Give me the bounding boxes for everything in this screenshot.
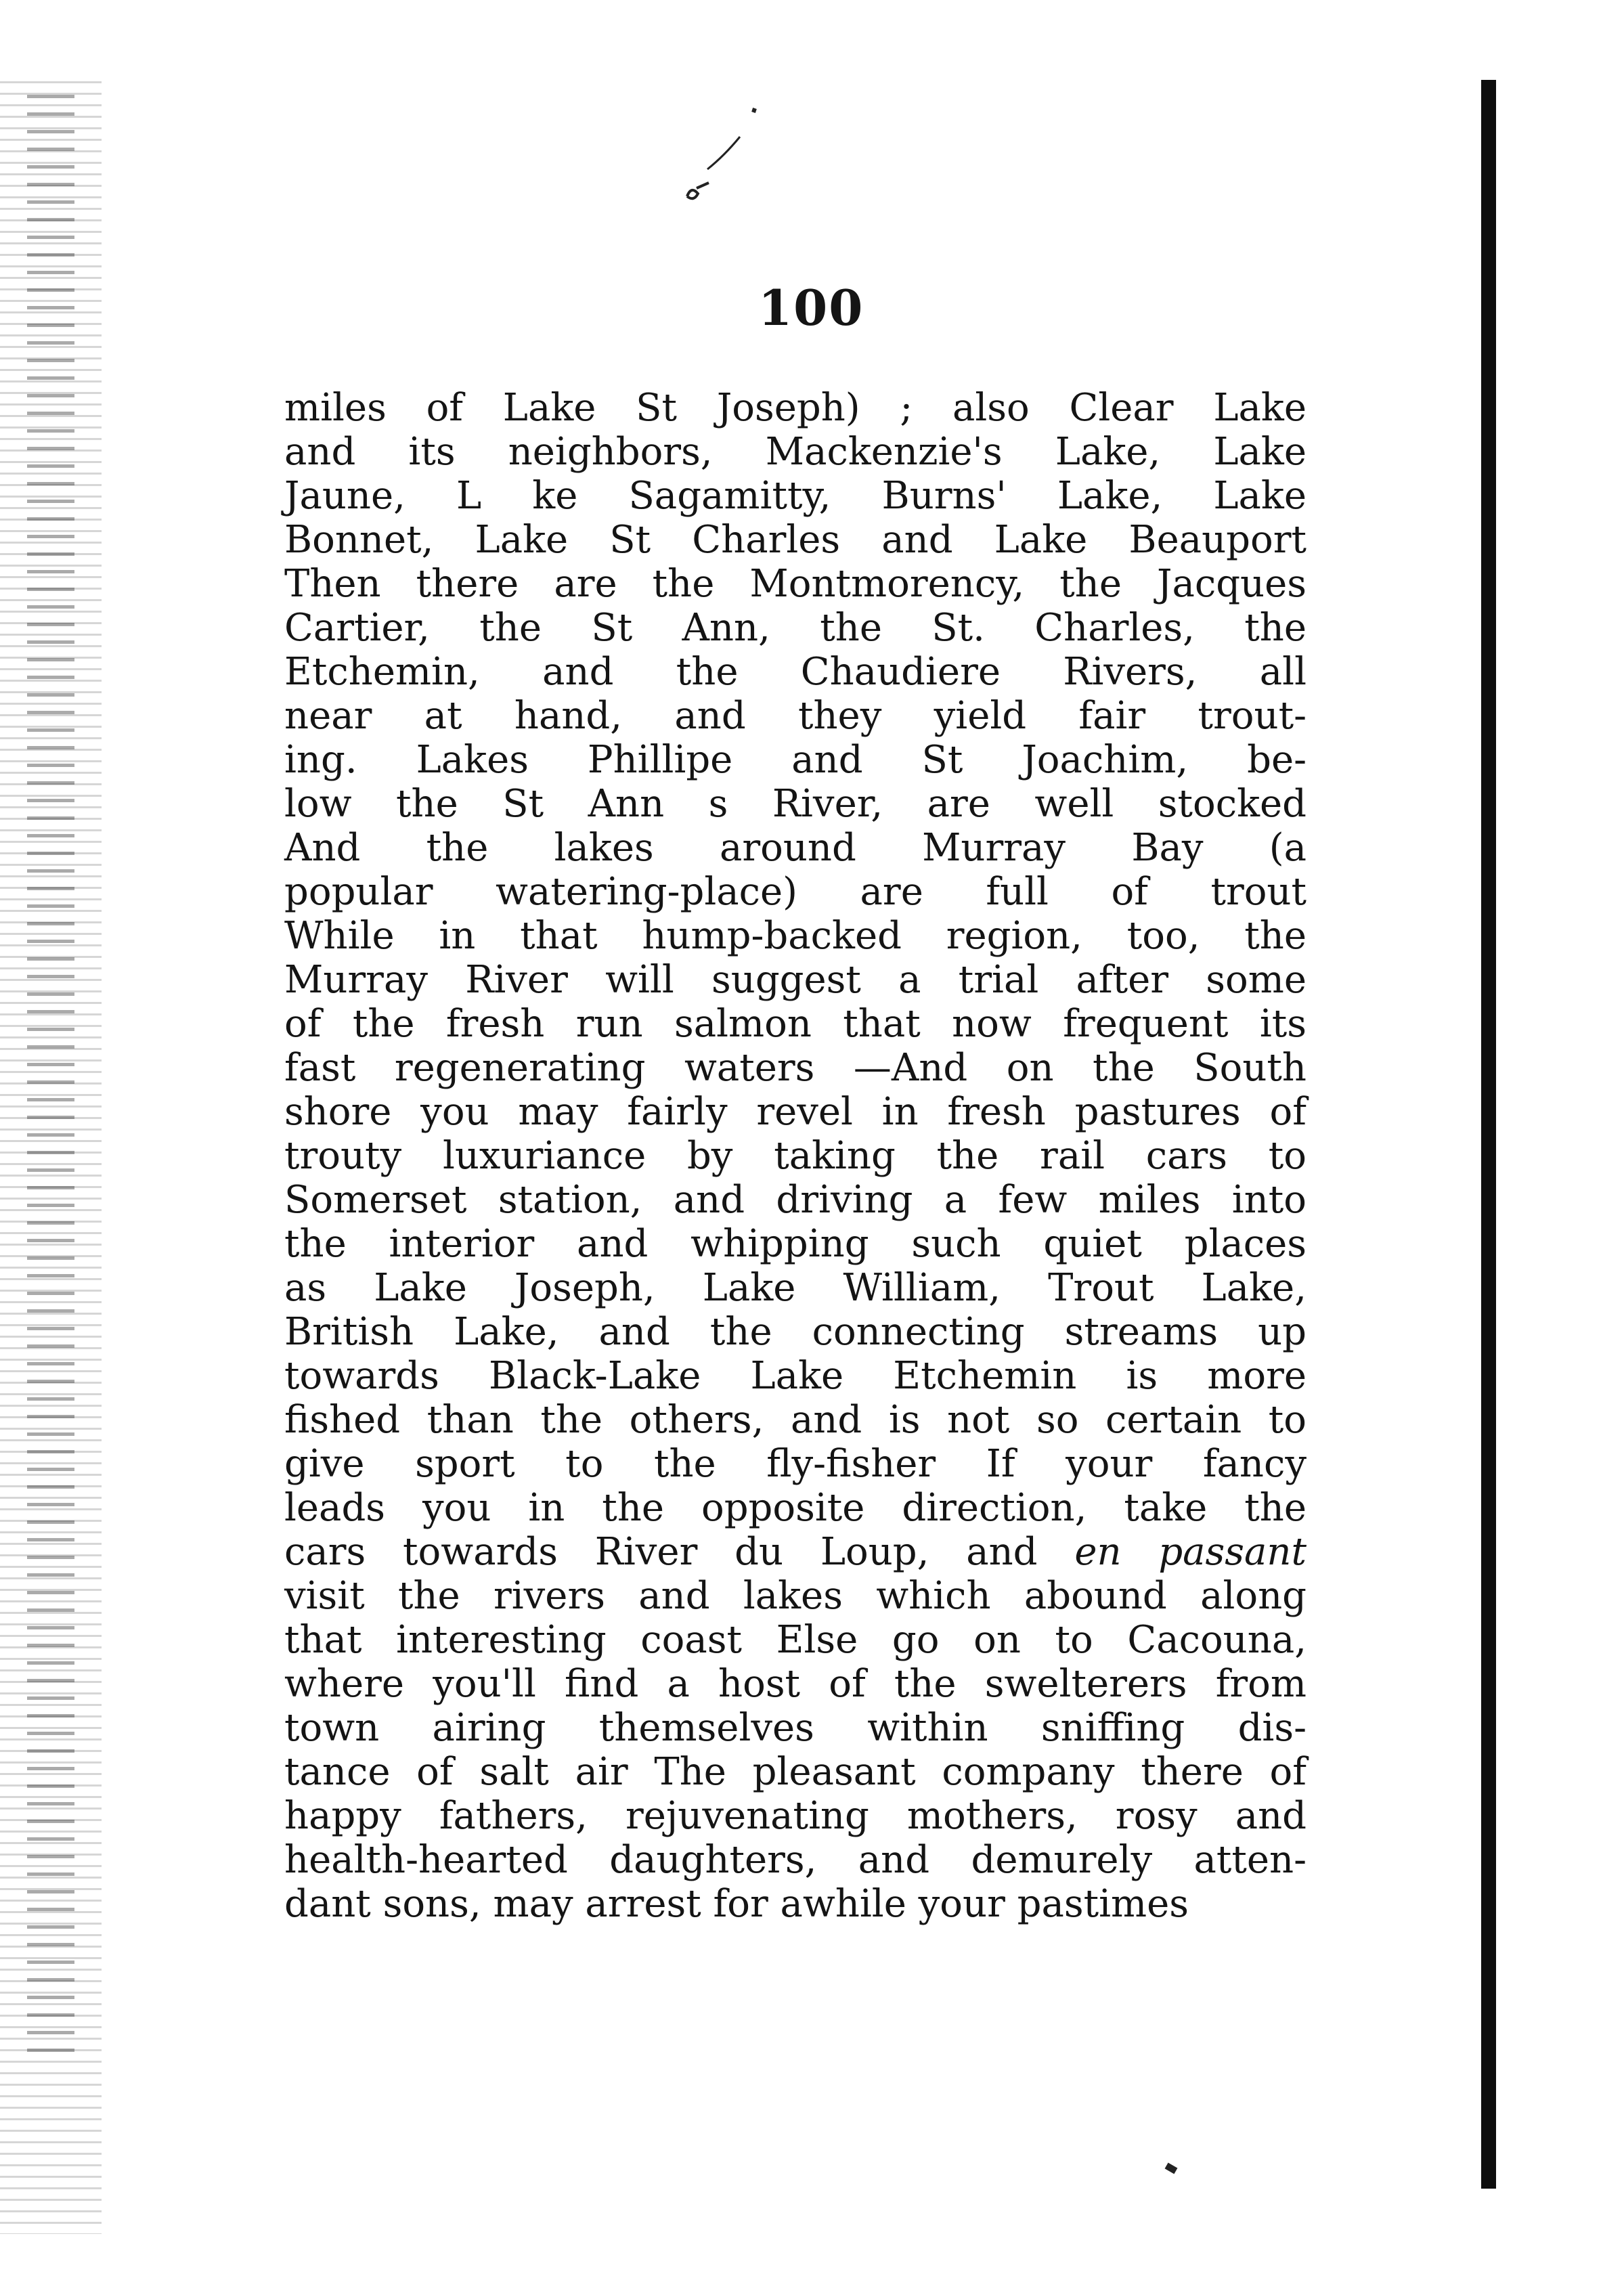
text-line: Somerset station, and driving a few miles into (284, 1178, 1307, 1222)
ink-speck-bottom (1165, 2163, 1178, 2174)
text-line: miles of Lake St Joseph) ; also Clear Lake (284, 386, 1307, 430)
text-line: near at hand, and they yield fair trout- (284, 694, 1307, 738)
text-line: give sport to the fly-fisher If your fancy (284, 1442, 1307, 1486)
page-number: 100 (758, 279, 864, 336)
text-line: dant sons, may arrest for awhile your pastimes (284, 1882, 1189, 1926)
text-line: as Lake Joseph, Lake William, Trout Lake, (284, 1266, 1307, 1310)
text-line: low the St Ann s River, are well stocked (284, 782, 1307, 826)
text-line-segment: cars towards River du Loup, and (284, 1530, 1038, 1574)
text-line: ing. Lakes Phillipe and St Joachim, be- (284, 738, 1307, 782)
text-line: trouty luxuriance by taking the rail cars to (284, 1134, 1307, 1178)
pencil-mark-top (667, 102, 762, 210)
text-line: town airing themselves within sniffing dis- (284, 1706, 1307, 1750)
text-line: visit the rivers and lakes which abound along (284, 1574, 1307, 1618)
text-line: of the fresh run salmon that now frequent its (284, 1002, 1307, 1046)
text-line: where you'll find a host of the swelterers from (284, 1662, 1307, 1706)
text-line: Etchemin, and the Chaudiere Rivers, all (284, 650, 1307, 694)
text-line: Cartier, the St Ann, the St. Charles, the (284, 606, 1307, 650)
text-line: health-hearted daughters, and demurely atten- (284, 1838, 1307, 1882)
italic-phrase: en passant (1074, 1530, 1307, 1574)
body-text (284, 386, 1307, 1926)
text-line: leads you in the opposite direction, take the (284, 1486, 1307, 1530)
scan-edge-left-noise (27, 95, 74, 2058)
text-line: happy fathers, rejuvenating mothers, rosy and (284, 1794, 1307, 1838)
text-line: Jaune, L ke Sagamitty, Burns' Lake, Lake (284, 474, 1307, 518)
text-line: fished than the others, and is not so certain to (284, 1398, 1307, 1442)
text-line: And the lakes around Murray Bay (a (284, 826, 1307, 870)
text-line: the interior and whipping such quiet places (284, 1222, 1307, 1266)
scan-edge-right-bar (1481, 80, 1496, 2189)
text-line: towards Black-Lake Lake Etchemin is more (284, 1354, 1307, 1398)
text-line: popular watering-place) are full of trout (284, 870, 1307, 914)
text-line: that interesting coast Else go on to Cacouna, (284, 1618, 1307, 1662)
text-line: British Lake, and the connecting streams up (284, 1310, 1307, 1354)
text-line: tance of salt air The pleasant company there of (284, 1750, 1307, 1794)
text-line: Then there are the Montmorency, the Jacques (284, 562, 1307, 606)
text-line: While in that hump-backed region, too, the (284, 914, 1307, 958)
text-line: fast regenerating waters —And on the South (284, 1046, 1307, 1090)
text-line: and its neighbors, Mackenzie's Lake, Lake (284, 430, 1307, 474)
text-line-with-italic (284, 1530, 1307, 1574)
text-line: Murray River will suggest a trial after some (284, 958, 1307, 1002)
text-line: Bonnet, Lake St Charles and Lake Beauport (284, 518, 1307, 562)
text-line: shore you may fairly revel in fresh pastures of (284, 1090, 1307, 1134)
